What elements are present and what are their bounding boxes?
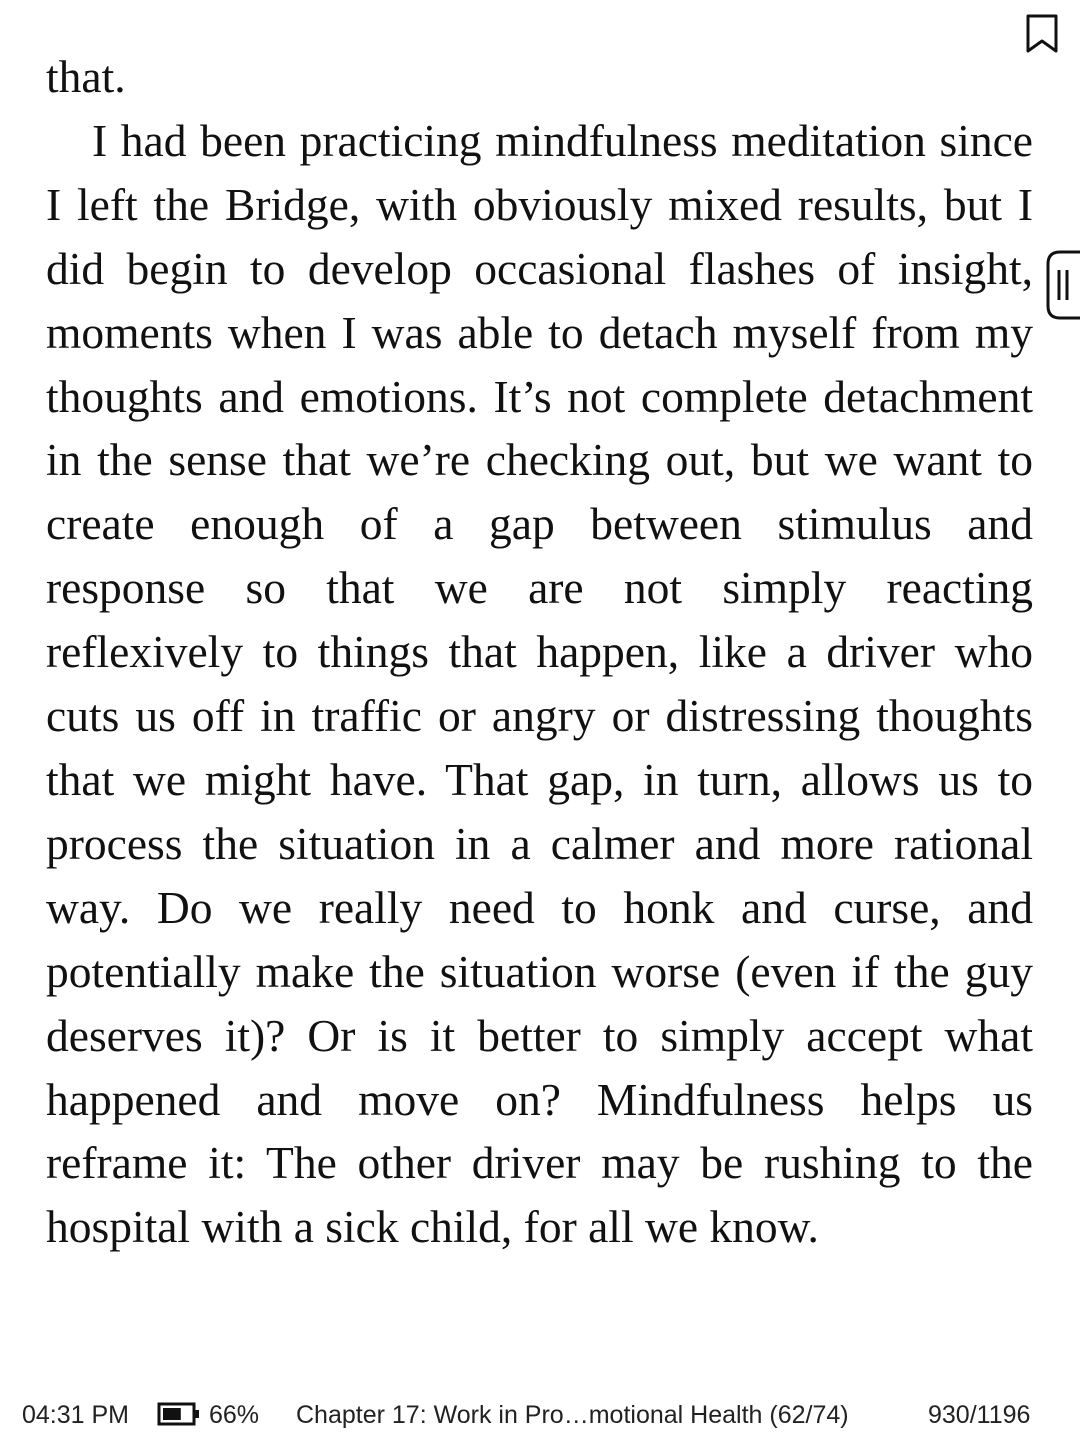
battery-icon bbox=[157, 1402, 201, 1426]
clock-time: 04:31 PM bbox=[22, 1401, 130, 1429]
book-text[interactable] bbox=[46, 45, 1033, 1259]
side-menu-handle-icon[interactable] bbox=[1046, 250, 1080, 320]
chapter-progress[interactable]: Chapter 17: Work in Pro…motional Health (62/74) bbox=[296, 1401, 849, 1429]
page-count[interactable]: 930/1196 bbox=[928, 1401, 1031, 1429]
battery-percent: 66% bbox=[209, 1401, 260, 1429]
continuation-text: that. bbox=[46, 51, 126, 102]
status-bar bbox=[0, 1393, 1080, 1439]
paragraph-text: I had been practicing mindfulness meditation since I left the Bridge, with obviously mixed results, but I did begin to develop occasional flashes of insight, moments when I was able to detach myself from my thoughts and emotions. It’s not complete detachment in the sense that we’re checking out, but we want to create enough of a gap between stimulus and response so that we are not simply reacting reflexively to things that happen, like a driver who cuts us off in traffic or angry or distressing thoughts that we might have. That gap, in turn, allows us to process the situation in a calmer and more rational way. Do we really need to honk and curse, and potentially make the situation worse (even if the guy deserves it)? Or is it better to simply accept what happened and move on? Mindfulness helps us reframe it: The other driver may be rushing to the hospital with a sick child, for all we know. bbox=[46, 114, 1033, 1253]
